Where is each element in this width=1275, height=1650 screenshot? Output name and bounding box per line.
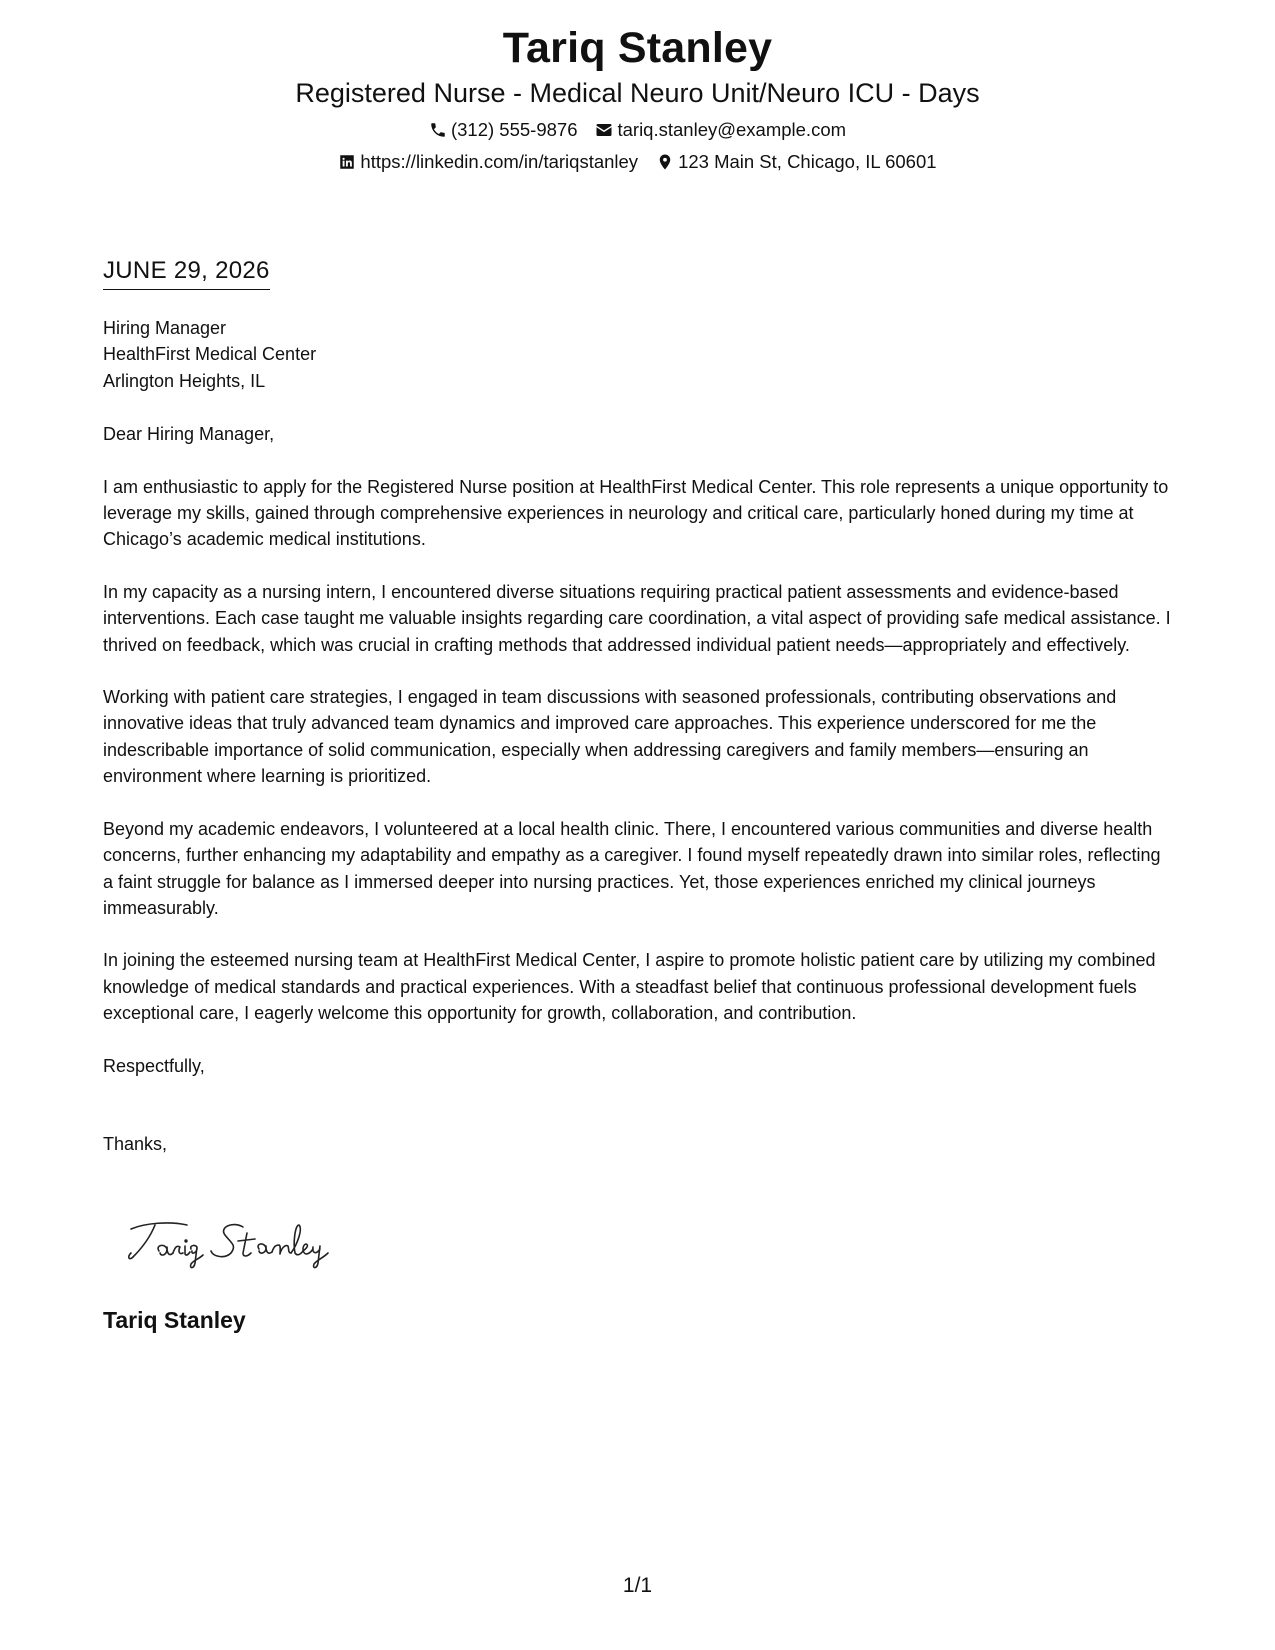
body-paragraph: Beyond my academic endeavors, I volunteered at a local health clinic. There, I encountered various communities and diverse health concerns, further enhancing my adaptability and empathy as a caregiver. I found myself repeatedly drawn into similar roles, reflecting a faint struggle for balance as I immersed deeper into nursing practices. Yet, those experiences enriched my clinical journeys immeasurably. [103,818,1161,918]
contact-row-secondary [0,150,1275,174]
salutation: Dear Hiring Manager, [103,424,275,445]
closing-phrase: Respectfully, [103,1055,205,1076]
handwritten-signature [125,1215,355,1275]
body-paragraph: In my capacity as a nursing intern, I encountered diverse situations requiring practical patient assessments and evidence-based interventions. Each case taught me valuable insights regarding care coordination, a vital aspect of providing safe medical assistance. I thrived on feedback, which was crucial in crafting methods that addressed individual patient needs—appropriately and effectively. [103,581,1171,655]
contact-address [656,150,937,174]
phone-icon [429,121,447,139]
recipient-block [103,315,1175,394]
letter-date: JUNE 29, 2026 [103,256,270,290]
applicant-name: Tariq Stanley [502,24,773,72]
body-paragraph: Working with patient care strategies, I engaged in team discussions with seasoned professionals, contributing observations and innovative ideas that truly advanced team dynamics and improved care approaches. This experience underscored for me the indescribable importance of solid communication, especially when addressing caregivers and family members—ensuring an environment where learning is prioritized. [103,687,1117,787]
contact-linkedin [338,150,638,174]
map-marker-icon [656,153,674,171]
street-address: 123 Main St, Chicago, IL 60601 [678,151,937,172]
body-paragraph: In joining the esteemed nursing team at HealthFirst Medical Center, I aspire to promote holistic patient care by utilizing my combined knowledge of medical standards and practical experiences. With a steadfast belief that continuous professional development fuels exceptional care, I eagerly welcome this opportunity for growth, collaboration, and contribution. [103,950,1156,1024]
contact-row-primary [0,118,1275,142]
letter-header [0,22,1275,174]
contact-phone [429,118,578,142]
recipient-location: Arlington Heights, IL [103,370,266,391]
linkedin-icon [338,153,356,171]
page-number: 1/1 [622,1574,653,1597]
body-paragraph: I am enthusiastic to apply for the Registered Nurse position at HealthFirst Medical Center. This role represents a unique opportunity to leverage my skills, gained through comprehensive experiences in neurology and critical care, particularly honed during my time at Chicago’s academic medical institutions. [103,476,1169,550]
recipient-organization: HealthFirst Medical Center [103,344,317,365]
envelope-icon [595,121,613,139]
thanks-phrase: Thanks, [103,1133,168,1154]
signer-name: Tariq Stanley [103,1307,246,1333]
letter-body [103,315,1175,1157]
job-title: Registered Nurse - Medical Neuro Unit/Neuro ICU - Days [295,78,980,108]
linkedin-url[interactable]: https://linkedin.com/in/tariqstanley [360,151,639,172]
recipient-title: Hiring Manager [103,318,227,338]
email-address[interactable]: tariq.stanley@example.com [617,119,847,140]
phone-number: (312) 555-9876 [450,119,578,140]
contact-email [595,118,846,142]
